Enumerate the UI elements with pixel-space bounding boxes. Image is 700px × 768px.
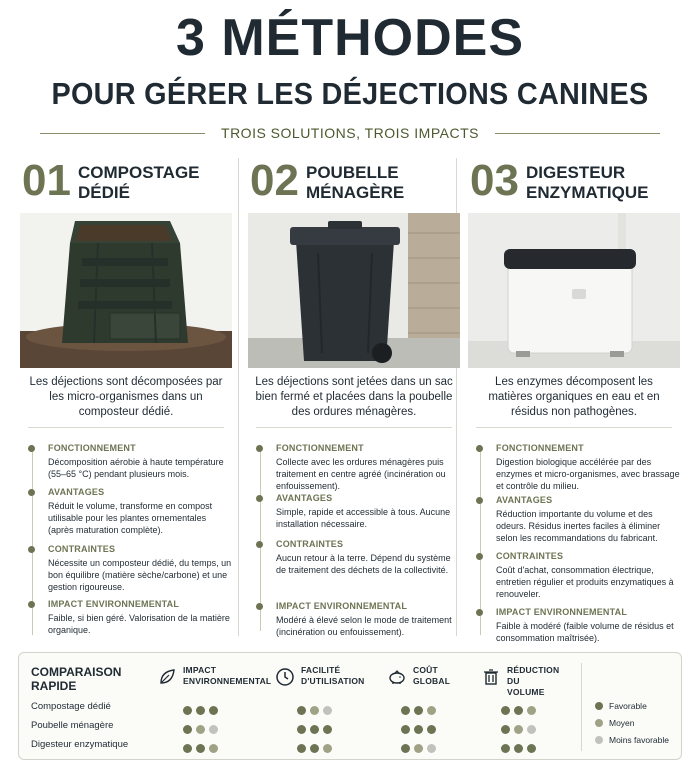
legend-moyen [595,718,635,728]
rating-dot [527,725,536,734]
section-heading: IMPACT ENVIRONNEMENTAL [496,607,628,617]
section-contraintes [256,539,462,576]
trash-bin-image [248,213,460,368]
section-impact [476,607,682,644]
method-title-line: DIGESTEUR [526,163,626,182]
section-fonctionnement [476,443,682,492]
bullet-dot [28,445,35,452]
section-heading: CONTRAINTES [276,539,344,549]
legend-dot [595,736,603,744]
column-header-line: RÉDUCTION [507,665,560,675]
column-header-label [413,665,450,687]
bullet-dot [256,541,263,548]
rating-dot [427,725,436,734]
rating-dot [183,744,192,753]
section-heading: FONCTIONNEMENT [496,443,584,453]
rating-dots [183,740,222,750]
section-text: Simple, rapide et accessible à tous. Aucune installation nécessaire. [276,507,451,529]
column-header-line: GLOBAL [413,676,451,686]
rating-dot [514,744,523,753]
method-column-trash [246,155,464,640]
section-heading: IMPACT ENVIRONNEMENTAL [48,599,180,609]
method-title [78,163,200,203]
rating-dot [323,706,332,715]
column-header-label [183,665,271,687]
column-header-line: IMPACT [183,665,217,675]
column-header-line: DU VOLUME [507,676,545,697]
rating-dot [310,744,319,753]
rating-dot [196,706,205,715]
method-intro: Les déjections sont jetées dans un sac bien fermé et placées dans la poubelle des ordures ménagères. [255,376,453,418]
section-heading: CONTRAINTES [48,544,116,554]
rating-dot [501,706,510,715]
method-column-digester [466,155,684,643]
legend-label: Moins favorable [609,735,670,745]
piggy-bank-icon [387,667,407,687]
legend-dot [595,702,603,710]
comparison-panel [18,652,682,760]
rating-dot [527,744,536,753]
rating-dots [401,740,440,750]
rating-dot [297,725,306,734]
rating-dot [183,725,192,734]
section-text: Décomposition aérobie à haute température (55–65 °C) pendant plusieurs mois. [48,457,224,479]
column-header-line: FACILITÉ [301,665,341,675]
column-header-line: D'UTILISATION [301,676,365,686]
rating-dots [297,702,336,712]
bullet-dot [28,601,35,608]
divider-left [40,133,205,134]
rating-dot [427,744,436,753]
section-heading: FONCTIONNEMENT [276,443,364,453]
row-label: Compostage dédié [31,701,111,712]
method-number: 03 [470,156,519,205]
section-text: Réduction importante du volume et des odeurs. Résidus inertes faciles à éliminer selon les recommandations du fabricant. [496,509,661,543]
comparison-title-line: COMPARAISON [31,665,122,679]
bullet-dot [256,445,263,452]
rating-dots [401,702,440,712]
tagline: TROIS SOLUTIONS, TROIS IMPACTS [221,125,479,141]
section-text: Modéré à élevé selon le mode de traitement (incinération ou enfouissement). [276,615,452,637]
section-contraintes [28,544,234,593]
rating-dot [196,725,205,734]
method-number: 01 [22,156,71,205]
rating-dot [414,744,423,753]
rating-dot [209,725,218,734]
rating-dot [401,725,410,734]
rating-dot [310,706,319,715]
column-header-line: COÛT [413,665,438,675]
rating-dot [323,725,332,734]
method-intro: Les déjections sont décomposées par les micro-organismes dans un composteur dédié. [29,376,223,418]
method-title-line: COMPOSTAGE [78,163,200,182]
rating-dot [196,744,205,753]
rating-dots [297,721,336,731]
trash-icon [481,667,501,687]
leaf-icon [157,667,177,687]
page-title: 3 MÉTHODES [175,9,525,67]
rating-dots [183,721,222,731]
page-subtitle: POUR GÉRER LES DÉJECTIONS CANINES [51,76,649,111]
section-impact [256,601,462,638]
bullet-dot [28,489,35,496]
rating-dots [297,740,336,750]
rating-dot [401,706,410,715]
rating-dot [310,725,319,734]
method-title-line: POUBELLE [306,163,399,182]
rating-dot [297,744,306,753]
bullet-dot [256,603,263,610]
section-fonctionnement [256,443,462,492]
rating-dot [323,744,332,753]
section-text: Collecte avec les ordures ménagères puis traitement en centre agréé (incinération ou enfouissement). [276,457,446,491]
section-contraintes [476,551,682,600]
method-title [526,163,648,203]
section-heading: CONTRAINTES [496,551,564,561]
rating-dot [183,706,192,715]
section-text: Aucun retour à la terre. Dépend du système de traitement des déchets de la collectivité. [276,553,451,575]
tagline-row [40,122,660,146]
rating-dot [297,706,306,715]
comparison-title [31,665,121,693]
bullet-dot [476,553,483,560]
bullet-dot [476,497,483,504]
rating-dot [401,744,410,753]
section-divider [256,427,452,428]
comparison-title-line: RAPIDE [31,679,77,693]
section-heading: AVANTAGES [496,495,553,505]
section-divider [476,427,672,428]
method-title-line: ENZYMATIQUE [526,183,649,202]
section-text: Faible, si bien géré. Valorisation de la matière organique. [48,613,230,635]
clock-icon [275,667,295,687]
section-text: Coût d'achat, consommation électrique, entretien régulier et produits enzymatiques à renouveler. [496,565,674,599]
bullet-dot [476,609,483,616]
rating-dot [514,725,523,734]
bullet-dot [256,495,263,502]
legend-dot [595,719,603,727]
bullet-dot [28,546,35,553]
legend-label: Favorable [609,701,647,711]
section-heading: IMPACT ENVIRONNEMENTAL [276,601,408,611]
digester-image [468,213,680,368]
section-fonctionnement [28,443,234,480]
rating-dot [514,706,523,715]
rating-dot [501,744,510,753]
rating-dots [183,702,222,712]
section-text: Réduit le volume, transforme en compost utilisable pour les plantes ornementales (après maturation complète). [48,501,213,535]
section-avantages [476,495,682,544]
rating-dot [209,744,218,753]
legend-moins-favorable [595,735,669,745]
section-heading: AVANTAGES [276,493,333,503]
rating-dots [401,721,440,731]
section-heading: AVANTAGES [48,487,105,497]
section-heading: FONCTIONNEMENT [48,443,136,453]
rating-dots [501,702,540,712]
method-number: 02 [250,156,299,205]
column-header-label [507,665,559,698]
section-divider [28,427,224,428]
bullet-dot [476,445,483,452]
method-title-line: DÉDIÉ [78,183,130,202]
column-divider [238,158,239,636]
section-avantages [28,487,234,536]
legend-divider [581,663,582,751]
section-impact [28,599,234,636]
rating-dot [427,706,436,715]
rating-dot [501,725,510,734]
rating-dot [414,706,423,715]
row-label: Poubelle ménagère [31,720,114,731]
method-title [306,163,404,203]
legend-label: Moyen [609,718,635,728]
rating-dot [414,725,423,734]
divider-right [495,133,660,134]
rating-dots [501,721,540,731]
section-text: Faible à modéré (faible volume de résidus et consommation maîtrisée). [496,621,674,643]
section-text: Digestion biologique accélérée par des enzymes et micro-organismes, avec brassage et contrôle du milieu. [496,457,680,491]
rating-dots [501,740,540,750]
section-text: Nécessite un composteur dédié, du temps, un bon équilibre (matière sèche/carbone) et une gestion rigoureuse. [48,558,232,592]
column-header-label [301,665,365,687]
legend-favorable [595,701,647,711]
rating-dot [209,706,218,715]
method-intro: Les enzymes décomposent les matières organiques en eau et en résidus non pathogènes. [488,376,660,418]
row-label: Digesteur enzymatique [31,739,129,750]
column-header-line: ENVIRONNEMENTAL [183,676,272,686]
method-column-compost [18,155,236,640]
section-avantages [256,493,462,530]
composter-image [20,213,232,368]
rating-dot [527,706,536,715]
method-title-line: MÉNAGÈRE [306,183,405,202]
